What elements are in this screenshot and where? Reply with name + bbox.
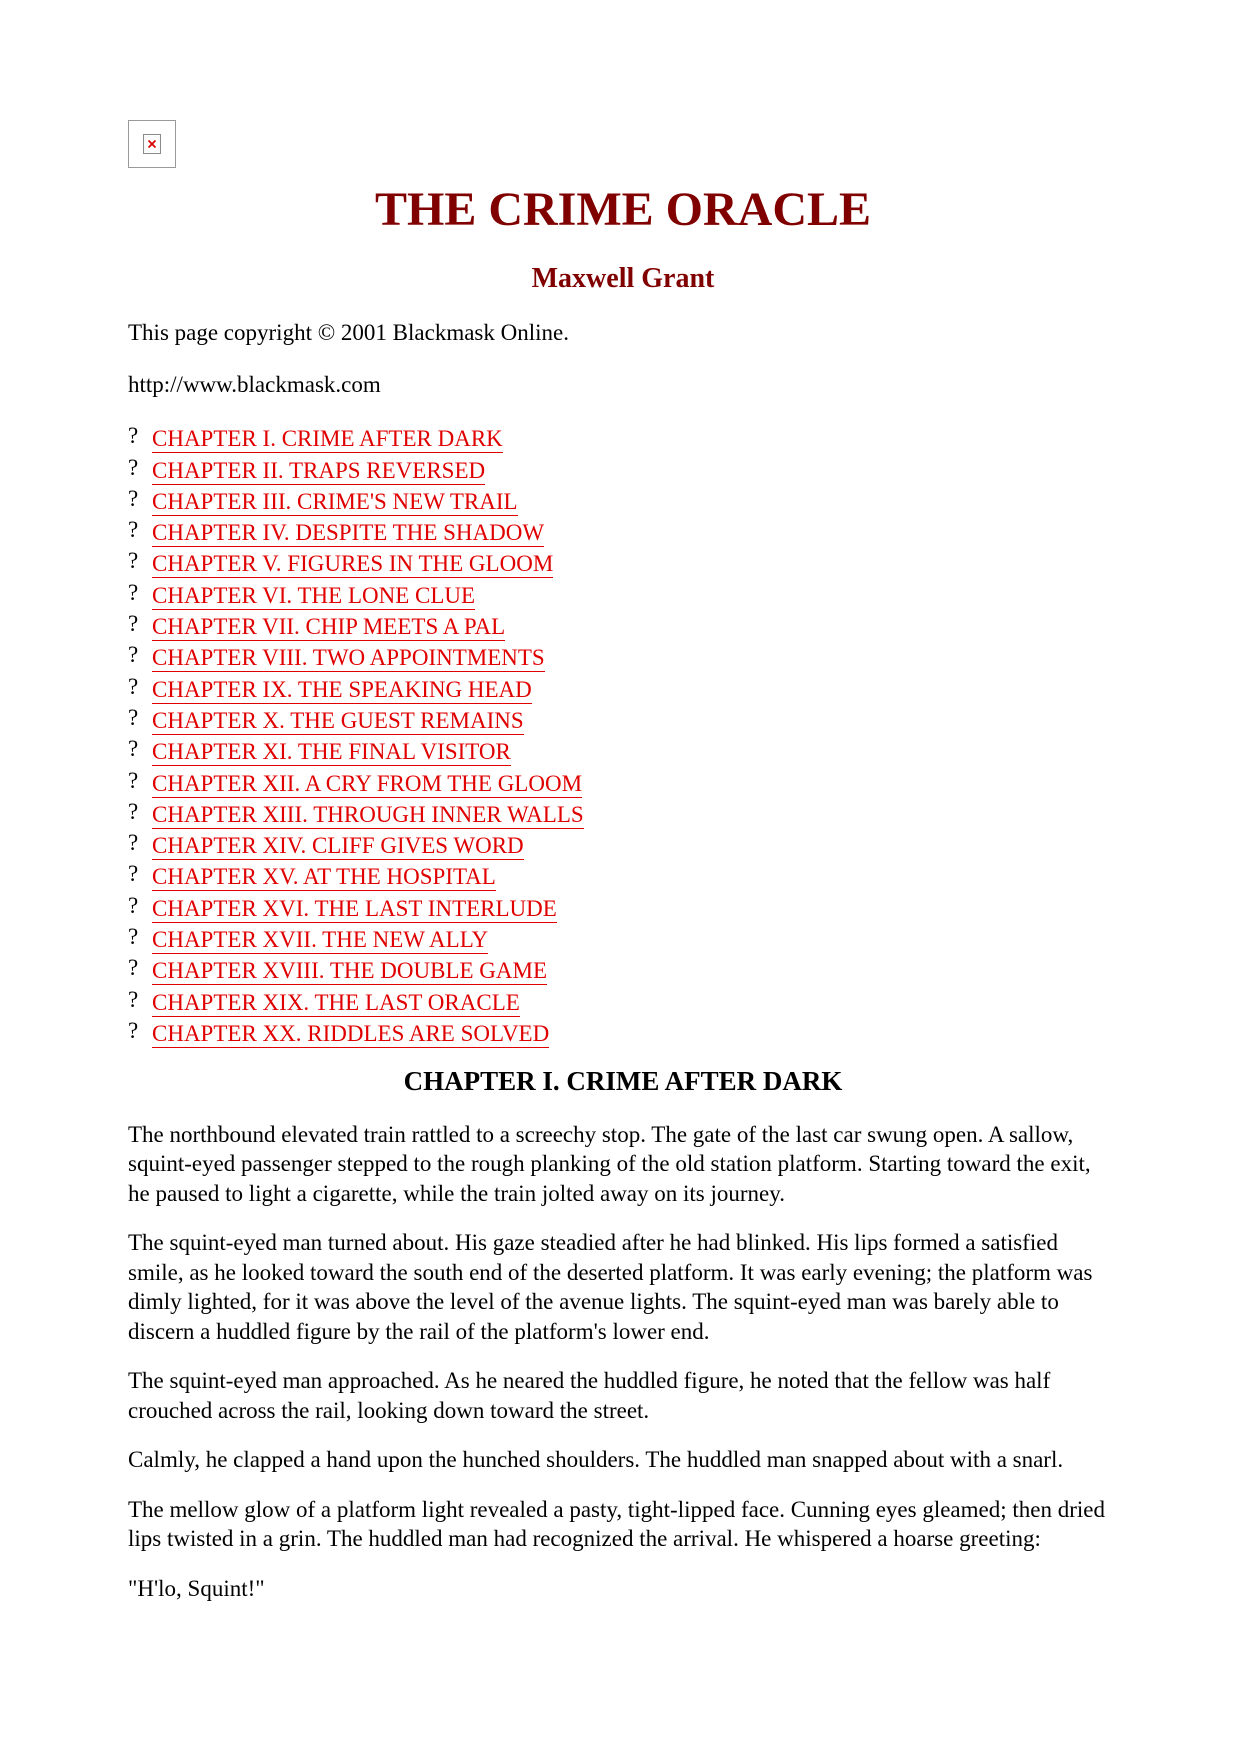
toc-bullet: ? bbox=[128, 642, 139, 668]
toc-bullet: ? bbox=[128, 611, 139, 637]
toc-bullet: ? bbox=[128, 454, 139, 480]
book-title: THE CRIME ORACLE bbox=[374, 183, 872, 236]
toc-item bbox=[128, 1017, 1118, 1048]
toc-item bbox=[128, 766, 1118, 797]
toc-link-chapter-10[interactable]: CHAPTER X. THE GUEST REMAINS bbox=[152, 707, 524, 733]
broken-image-frame bbox=[143, 134, 161, 154]
toc-item bbox=[128, 422, 1118, 453]
chapter-heading: CHAPTER I. CRIME AFTER DARK bbox=[403, 1065, 843, 1096]
toc-item bbox=[128, 954, 1118, 985]
toc-item bbox=[128, 516, 1118, 547]
toc-link-chapter-1[interactable]: CHAPTER I. CRIME AFTER DARK bbox=[152, 426, 503, 452]
toc-item bbox=[128, 641, 1118, 672]
toc-link-chapter-3[interactable]: CHAPTER III. CRIME'S NEW TRAIL bbox=[152, 488, 518, 514]
book-author: Maxwell Grant bbox=[531, 263, 715, 294]
toc-item bbox=[128, 985, 1118, 1016]
toc-bullet: ? bbox=[128, 423, 139, 449]
body-paragraph: The squint-eyed man approached. As he neared the huddled figure, he noted that the fellow was half crouched across the rail, looking down toward the street. bbox=[128, 1368, 1051, 1423]
clipped-line bbox=[128, 1048, 1118, 1054]
toc-bullet: ? bbox=[128, 767, 139, 793]
toc-bullet: ? bbox=[128, 548, 139, 574]
toc-bullet: ? bbox=[128, 485, 139, 511]
toc-item bbox=[128, 672, 1118, 703]
body-paragraph: "H'lo, Squint!" bbox=[128, 1575, 265, 1601]
toc-link-chapter-8[interactable]: CHAPTER VIII. TWO APPOINTMENTS bbox=[152, 645, 545, 671]
broken-image-icon bbox=[128, 120, 176, 168]
toc-item bbox=[128, 704, 1118, 735]
toc-link-chapter-12[interactable]: CHAPTER XII. A CRY FROM THE GLOOM bbox=[152, 770, 583, 796]
toc-item bbox=[128, 891, 1118, 922]
close-icon bbox=[147, 139, 157, 149]
toc-bullet: ? bbox=[128, 1017, 139, 1043]
toc-link-chapter-5[interactable]: CHAPTER V. FIGURES IN THE GLOOM bbox=[152, 551, 554, 577]
toc-link-chapter-2[interactable]: CHAPTER II. TRAPS REVERSED bbox=[152, 457, 486, 483]
toc-item bbox=[128, 860, 1118, 891]
toc-link-chapter-13[interactable]: CHAPTER XIII. THROUGH INNER WALLS bbox=[152, 801, 584, 827]
toc-item bbox=[128, 735, 1118, 766]
toc-bullet: ? bbox=[128, 673, 139, 699]
toc-item bbox=[128, 798, 1118, 829]
toc-link-chapter-7[interactable]: CHAPTER VII. CHIP MEETS A PAL bbox=[152, 614, 506, 640]
chapter-body bbox=[128, 1120, 1118, 1604]
toc-link-chapter-17[interactable]: CHAPTER XVII. THE NEW ALLY bbox=[152, 927, 489, 953]
toc-link-chapter-4[interactable]: CHAPTER IV. DESPITE THE SHADOW bbox=[152, 520, 545, 546]
copyright-notice: This page copyright © 2001 Blackmask Online. bbox=[128, 320, 569, 345]
toc-bullet: ? bbox=[128, 704, 139, 730]
body-paragraph: The northbound elevated train rattled to a screechy stop. The gate of the last car swung open. A sallow, squint-eyed passenger stepped to the rough planking of the old station platform. Starting toward the exit, he paused to light a cigarette, while the train jolted away on its journey. bbox=[128, 1121, 1091, 1206]
toc-item bbox=[128, 610, 1118, 641]
toc-bullet: ? bbox=[128, 579, 139, 605]
toc-bullet: ? bbox=[128, 830, 139, 856]
toc-item bbox=[128, 485, 1118, 516]
toc-bullet: ? bbox=[128, 798, 139, 824]
toc-link-chapter-14[interactable]: CHAPTER XIV. CLIFF GIVES WORD bbox=[152, 833, 524, 859]
document-page bbox=[128, 120, 1118, 1603]
toc-link-chapter-19[interactable]: CHAPTER XIX. THE LAST ORACLE bbox=[152, 989, 520, 1015]
toc-link-chapter-6[interactable]: CHAPTER VI. THE LONE CLUE bbox=[152, 582, 476, 608]
toc-item bbox=[128, 547, 1118, 578]
website-url: http://www.blackmask.com bbox=[128, 372, 381, 397]
table-of-contents bbox=[128, 422, 1118, 1048]
toc-link-chapter-11[interactable]: CHAPTER XI. THE FINAL VISITOR bbox=[152, 739, 511, 765]
toc-bullet: ? bbox=[128, 517, 139, 543]
body-paragraph: The mellow glow of a platform light revealed a pasty, tight-lipped face. Cunning eyes gleamed; then dried lips twisted in a grin. The huddled man had recognized the arrival. He whispered a hoarse greeting: bbox=[128, 1496, 1105, 1552]
toc-link-chapter-18[interactable]: CHAPTER XVIII. THE DOUBLE GAME bbox=[152, 958, 548, 984]
toc-item bbox=[128, 578, 1118, 609]
toc-bullet: ? bbox=[128, 955, 139, 981]
toc-item bbox=[128, 923, 1118, 954]
toc-link-chapter-16[interactable]: CHAPTER XVI. THE LAST INTERLUDE bbox=[152, 895, 557, 921]
toc-bullet: ? bbox=[128, 861, 139, 887]
toc-item bbox=[128, 453, 1118, 484]
toc-bullet: ? bbox=[128, 986, 139, 1012]
toc-link-chapter-20[interactable]: CHAPTER XX. RIDDLES ARE SOLVED bbox=[152, 1020, 550, 1046]
toc-link-chapter-9[interactable]: CHAPTER IX. THE SPEAKING HEAD bbox=[152, 676, 532, 702]
body-paragraph: The squint-eyed man turned about. His gaze steadied after he had blinked. His lips formed a satisfied smile, as he looked toward the south end of the deserted platform. It was early evening; the platform was dimly lighted, for it was above the level of the avenue lights. The squint-eyed man was barely able to discern a huddled figure by the rail of the platform's lower end. bbox=[128, 1230, 1093, 1344]
toc-bullet: ? bbox=[128, 892, 139, 918]
toc-link-chapter-15[interactable]: CHAPTER XV. AT THE HOSPITAL bbox=[152, 864, 496, 890]
toc-bullet: ? bbox=[128, 924, 139, 950]
body-paragraph: Calmly, he clapped a hand upon the hunched shoulders. The huddled man snapped about with a snarl. bbox=[128, 1447, 1064, 1473]
toc-item bbox=[128, 829, 1118, 860]
toc-bullet: ? bbox=[128, 736, 139, 762]
